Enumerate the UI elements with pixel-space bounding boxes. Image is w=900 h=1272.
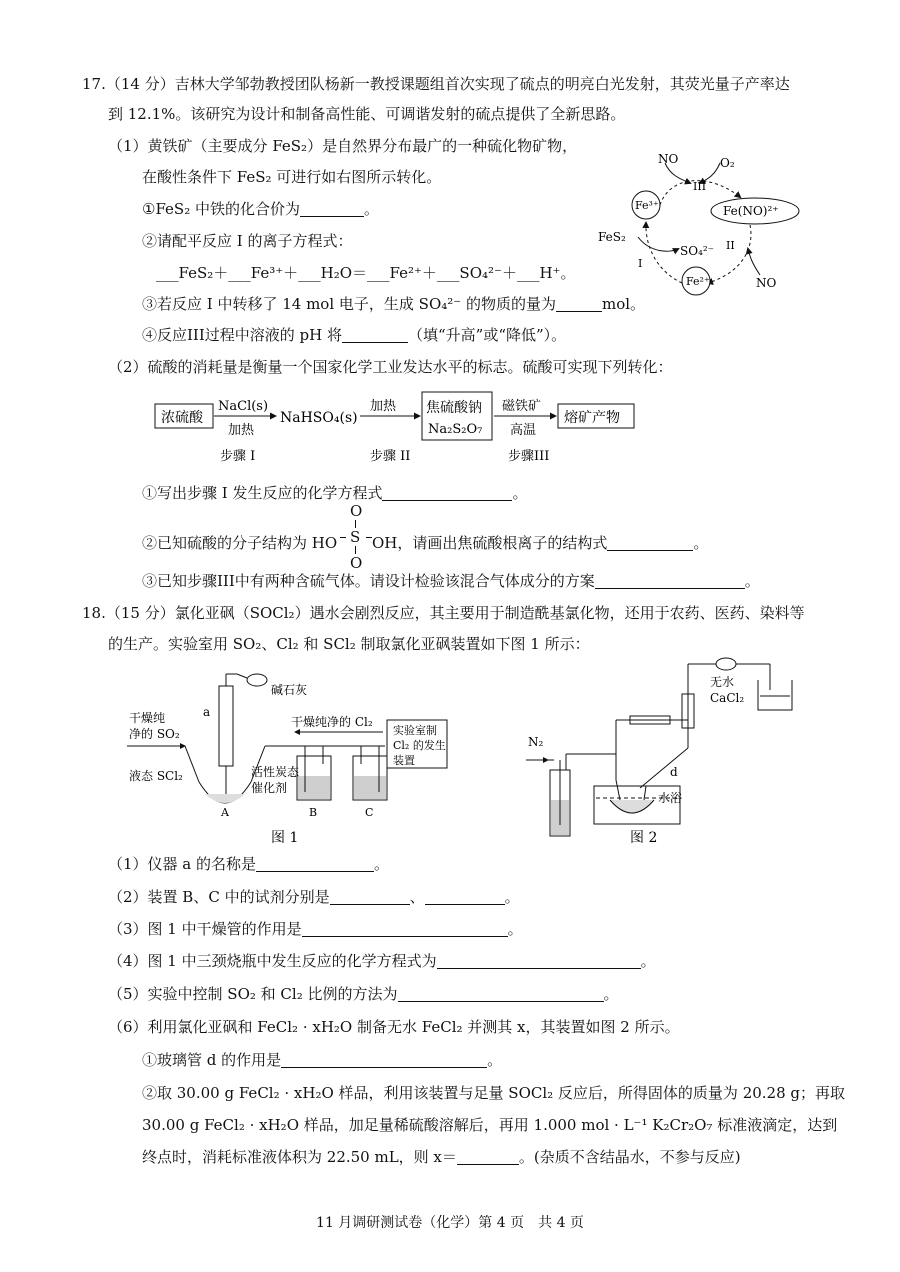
sulfur-center-structure xyxy=(342,502,372,572)
q17-part2-sub1 xyxy=(142,482,527,504)
q17-sub4-text: ④反应III过程中溶液的 pH 将 xyxy=(142,326,342,344)
q17-sub3-text: ③若反应 I 中转移了 14 mol 电子，生成 SO₄²⁻ 的物质的量为 xyxy=(142,295,556,313)
step-ii-label: II xyxy=(726,239,735,252)
q18-sub6-2-line3 xyxy=(142,1146,741,1168)
q17-header: 17.（14 分）吉林大学邹勃教授团队杨新一教授课题组首次实现了硫点的明亮白光发射，其荧光量子产率达 xyxy=(82,75,790,93)
catalyst-label-2: 催化剂 xyxy=(251,781,288,795)
flow-box-conc-h2so4: 浓硫酸 xyxy=(161,410,203,426)
q17-part2-sub3-end: 。 xyxy=(744,572,760,590)
q17-sub4 xyxy=(142,324,566,346)
q17-sub3 xyxy=(142,293,645,315)
fes2-label: FeS₂ xyxy=(598,230,626,244)
q17-sub2: ②请配平反应 I 的离子方程式： xyxy=(142,232,353,250)
flow-arrow2-top: 加热 xyxy=(370,399,397,414)
drying-tube xyxy=(226,674,247,678)
answer-blank[interactable] xyxy=(457,1148,519,1165)
q17-equation: ___FeS₂＋___Fe³⁺＋___H₂O＝___Fe²⁺＋___SO₄²⁻＋___H⁺。 xyxy=(156,264,576,282)
q18-sub5 xyxy=(108,983,619,1005)
q18-header: 18.（15 分）氯化亚砜（SOCl₂）遇水会剧烈反应，其主要用于制造酰基氯化物，还用于农药、医药、染料等 xyxy=(82,604,805,622)
q17-part2-sub2 xyxy=(142,502,709,572)
q17-sub1-text: ①FeS₂ 中铁的化合价为 xyxy=(142,200,300,218)
q17-part2-sub2-end: 。 xyxy=(693,534,709,552)
answer-blank[interactable] xyxy=(256,855,374,872)
generator-label-2: Cl₂ 的发生 xyxy=(393,739,446,752)
flow-step1: 步骤 I xyxy=(220,449,256,464)
figure-2-apparatus xyxy=(520,650,810,850)
n2-label: N₂ xyxy=(528,735,544,749)
q18-sub1-text: （1）仪器 a 的名称是 xyxy=(108,855,257,873)
q17-part2-sub1-end: 。 xyxy=(512,484,528,502)
o2-label: O₂ xyxy=(720,156,735,170)
flow-arrow1-top: NaCl(s) xyxy=(218,399,269,414)
q18-sub4-text: （4）图 1 中三颈烧瓶中发生反应的化学方程式为 xyxy=(108,952,437,970)
q17-part2-sub3 xyxy=(142,570,760,592)
q18-sub1 xyxy=(108,853,389,875)
anhydrous-label: 无水 xyxy=(710,675,735,689)
apparatus-B-label: B xyxy=(309,806,318,819)
figure-2-caption: 图 2 xyxy=(630,830,658,846)
q17-sub1 xyxy=(142,198,379,220)
beaker xyxy=(758,680,792,710)
answer-blank[interactable] xyxy=(595,572,745,589)
flow-step2: 步骤 II xyxy=(370,449,411,464)
q18-sub2 xyxy=(108,886,520,908)
flow-box-na2s2o7-name: 焦硫酸钠 xyxy=(426,400,482,416)
q18-sub6: （6）利用氯化亚砜和 FeCl₂ · xH₂O 制备无水 FeCl₂ 并测其 x，其装置如图 2 所示。 xyxy=(108,1018,680,1036)
q17-part2-sub1-text: ①写出步骤 I 发生反应的化学方程式 xyxy=(142,484,383,502)
glass-tube-d xyxy=(640,748,688,788)
water-bath-label: 水浴 xyxy=(658,791,683,805)
q18-sub3-end: 。 xyxy=(507,920,523,938)
figure-1-apparatus xyxy=(125,664,455,854)
q18-sub6-2-text: 终点时，消耗标准液体积为 22.50 mL，则 x＝ xyxy=(142,1148,457,1166)
answer-blank[interactable] xyxy=(437,952,641,969)
q18-sub5-end: 。 xyxy=(603,985,619,1003)
q17-sub3-end: mol。 xyxy=(601,295,646,313)
flow-arrow1-bottom: 加热 xyxy=(228,423,255,438)
feno-label: Fe(NO)²⁺ xyxy=(723,204,779,218)
flow-box-product: 熔矿产物 xyxy=(564,410,620,426)
q17-part2-sub3-text: ③已知步骤III中有两种含硫气体。请设计检验该混合气体成分的方案 xyxy=(142,572,595,590)
step-iii-label: III xyxy=(693,180,707,193)
q18-sub6-2-end: 。(杂质不含结晶水，不参与反应) xyxy=(518,1148,741,1166)
dry-cl2-label: 干燥纯净的 Cl₂ xyxy=(291,715,373,729)
answer-blank[interactable] xyxy=(398,985,604,1002)
dry-so2-label-2: 净的 SO₂ xyxy=(129,727,180,741)
q17-sub4-end: （填“升高”或“降低”）。 xyxy=(408,326,567,344)
q18-sub1-end: 。 xyxy=(374,855,390,873)
oxygen-bottom: O xyxy=(349,554,363,572)
q17-part2-intro: （2）硫酸的消耗量是衡量一个国家化学工业发达水平的标志。硫酸可实现下列转化： xyxy=(108,358,673,376)
sulfur-atom: S xyxy=(349,528,361,546)
q18-sub6-1-text: ①玻璃管 d 的作用是 xyxy=(142,1051,282,1069)
q18-sub6-1 xyxy=(142,1049,502,1071)
condenser-a xyxy=(219,686,233,766)
answer-blank[interactable] xyxy=(382,484,512,501)
q17-header-cont: 到 12.1%。该研究为设计和制备高性能、可调谐发射的硫点提供了全新思路。 xyxy=(108,105,626,123)
liquid-scl2-label: 液态 SCl₂ xyxy=(129,769,183,783)
q18-sub4-end: 。 xyxy=(640,952,656,970)
q17-part2-sub2-b: OH，请画出焦硫酸根离子的结构式 xyxy=(371,534,608,552)
figure-1-caption: 图 1 xyxy=(271,830,299,846)
q17-sub1-end: 。 xyxy=(363,200,379,218)
q18-sub2-text: （2）装置 B、C 中的试剂分别是 xyxy=(108,888,330,906)
reaction-cycle-diagram xyxy=(590,145,800,305)
apparatus-A-label: A xyxy=(221,806,229,819)
cacl2-label: CaCl₂ xyxy=(710,691,745,705)
q18-sub3 xyxy=(108,918,523,940)
q17-part1-intro-cont: 在酸性条件下 FeS₂ 可进行如右图所示转化。 xyxy=(142,168,442,186)
answer-blank[interactable] xyxy=(425,888,505,905)
flow-arrow3-top: 磁铁矿 xyxy=(502,399,542,414)
catalyst-label-1: 活性炭态 xyxy=(251,765,300,779)
answer-blank[interactable] xyxy=(330,888,410,905)
q18-sub2-mid: 、 xyxy=(409,888,425,906)
q17-part1-intro: （1）黄铁矿（主要成分 FeS₂）是自然界分布最广的一种硫化物矿物， xyxy=(108,137,578,155)
so4-label: SO₄²⁻ xyxy=(680,244,715,258)
flow-arrow3-bottom: 高温 xyxy=(510,423,537,438)
q18-sub6-1-end: 。 xyxy=(487,1051,503,1069)
flow-step3: 步骤III xyxy=(508,449,550,464)
q18-sub5-text: （5）实验中控制 SO₂ 和 Cl₂ 比例的方法为 xyxy=(108,985,398,1003)
soda-lime-label: 碱石灰 xyxy=(271,683,308,697)
page-footer: 11 月调研测试卷（化学）第 4 页 共 4 页 xyxy=(316,1215,584,1231)
answer-blank[interactable] xyxy=(607,534,693,551)
generator-label-3: 装置 xyxy=(393,754,415,767)
flow-box-na2s2o7-formula: Na₂S₂O₇ xyxy=(428,422,483,437)
tube-d-label: d xyxy=(670,765,678,779)
q18-sub6-2-line1: ②取 30.00 g FeCl₂ · xH₂O 样品，利用该装置与足量 SOCl₂ 反应后，所得固体的质量为 20.28 g；再取 xyxy=(142,1084,846,1102)
q18-sub4 xyxy=(108,950,656,972)
no-label-top: NO xyxy=(658,152,679,166)
answer-blank[interactable] xyxy=(281,1051,487,1068)
fe3-label: Fe³⁺ xyxy=(635,199,659,212)
flow-nahso4: NaHSO₄(s) xyxy=(280,410,358,426)
q18-sub2-end: 。 xyxy=(504,888,520,906)
step-i-label: I xyxy=(638,257,643,270)
oxygen-top: O xyxy=(349,502,363,520)
fe2-label: Fe²⁺ xyxy=(686,275,710,288)
answer-blank[interactable] xyxy=(302,920,508,937)
q17-part2-sub2-a: ②已知硫酸的分子结构为 HO xyxy=(142,534,338,552)
no-label-bottom: NO xyxy=(756,276,777,290)
instrument-a-label: a xyxy=(203,705,211,719)
answer-blank[interactable] xyxy=(342,326,408,343)
answer-blank[interactable] xyxy=(300,200,364,217)
q18-sub6-2-line2: 30.00 g FeCl₂ · xH₂O 样品，加足量稀硫酸溶解后，再用 1.000 mol · L⁻¹ K₂Cr₂O₇ 标准液滴定，达到 xyxy=(142,1116,838,1134)
q18-sub3-text: （3）图 1 中干燥管的作用是 xyxy=(108,920,302,938)
sulfuric-acid-flow-diagram xyxy=(150,388,670,466)
dry-so2-label-1: 干燥纯 xyxy=(129,711,166,725)
apparatus-C-label: C xyxy=(365,806,374,819)
generator-label-1: 实验室制 xyxy=(393,724,437,737)
q18-header-cont: 的生产。实验室用 SO₂、Cl₂ 和 SCl₂ 制取氯化亚砜装置如下图 1 所示： xyxy=(108,635,590,653)
